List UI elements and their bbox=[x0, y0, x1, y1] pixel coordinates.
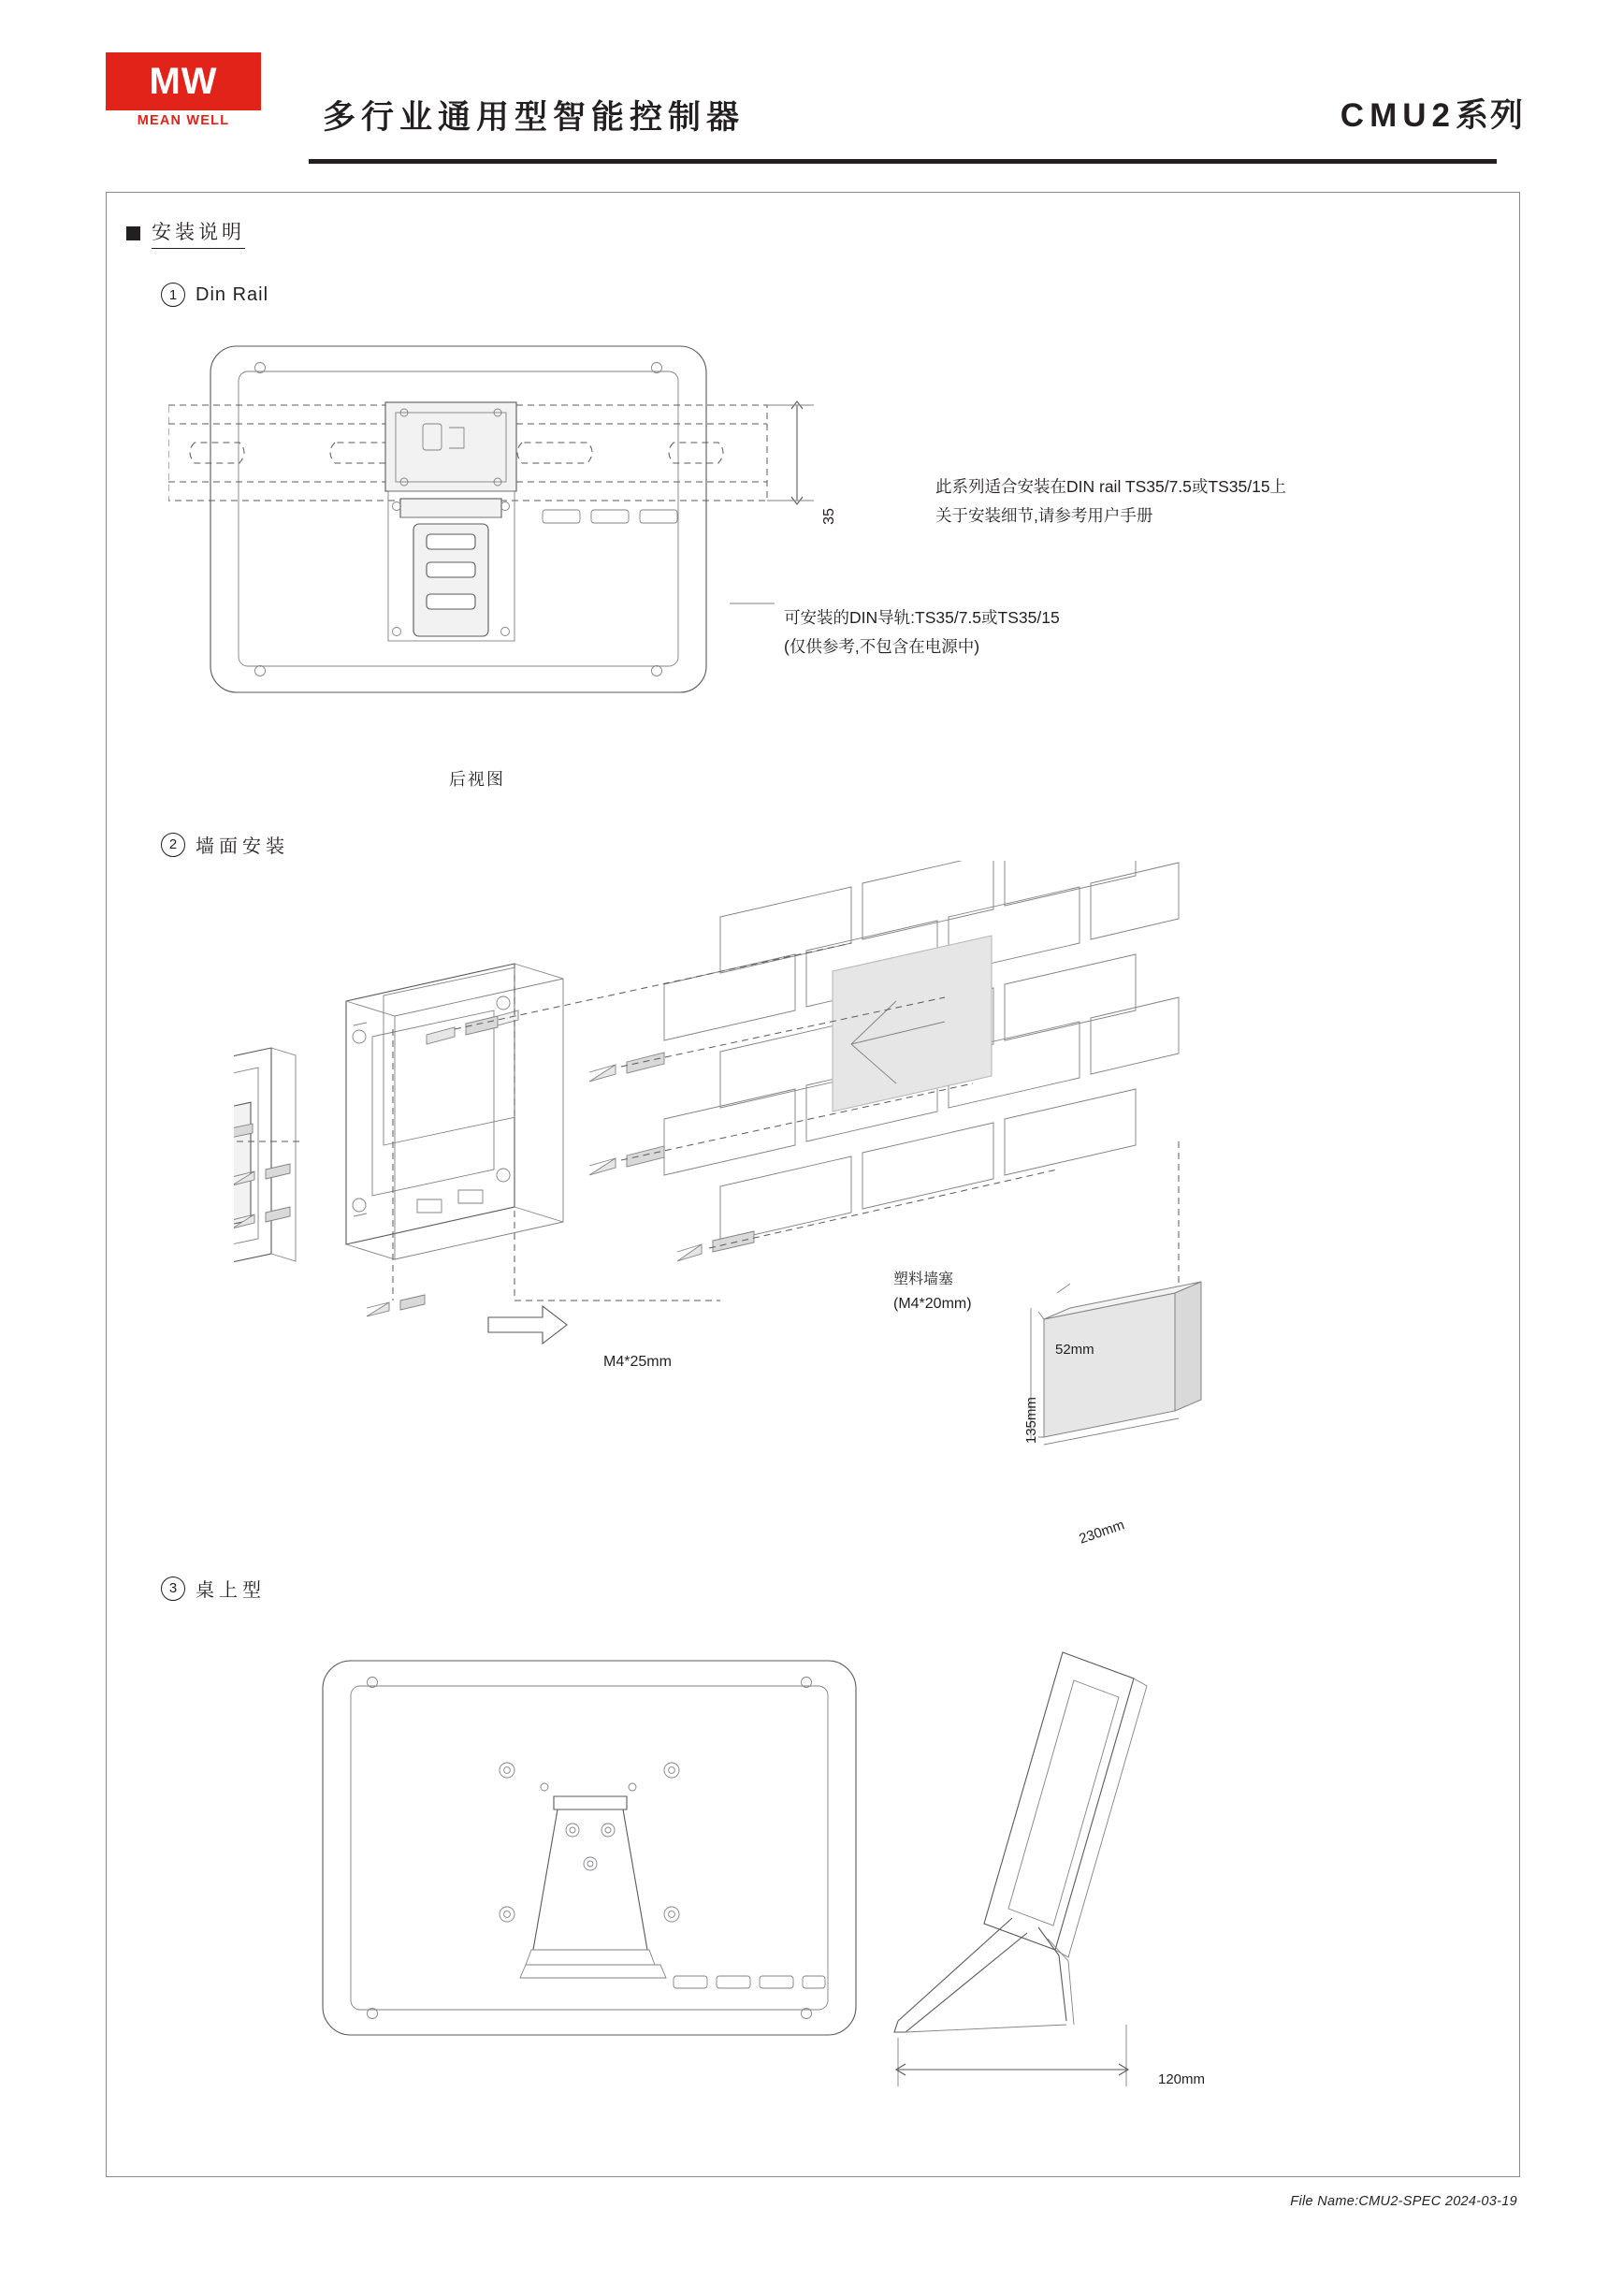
section-heading-label: 安装说明 bbox=[152, 217, 245, 249]
series-title bbox=[1340, 90, 1525, 137]
series-main: CMU2 bbox=[1340, 97, 1456, 134]
desktop-stand-diagram bbox=[299, 1647, 1347, 2133]
footer-filename: File Name:CMU2-SPEC 2024-03-19 bbox=[1290, 2194, 1517, 2209]
wall-plug-label bbox=[893, 1268, 972, 1315]
din-rail-diagram bbox=[168, 323, 935, 744]
din-rail-caption-line2: (仅供参考,不包含在电源中) bbox=[784, 636, 980, 656]
din-rail-note-line2: 关于安装细节,请参考用户手册 bbox=[935, 505, 1153, 525]
step-label-2: 墙面安装 bbox=[196, 836, 289, 857]
din-rail-note-line1: 此系列适合安装在DIN rail TS35/7.5或TS35/15上 bbox=[935, 477, 1287, 496]
dimension-35: 35 bbox=[820, 508, 837, 525]
meanwell-logo bbox=[106, 52, 261, 131]
page-header bbox=[0, 0, 1623, 173]
screw-label: M4*25mm bbox=[603, 1354, 672, 1370]
logo-wordmark: MEAN WELL bbox=[137, 113, 230, 128]
step-number-1: 1 bbox=[161, 283, 185, 307]
wall-mount-diagram bbox=[234, 861, 1338, 1553]
step-number-2: 2 bbox=[161, 833, 185, 857]
logo-mark bbox=[106, 52, 261, 110]
din-rail-caption bbox=[784, 603, 1060, 661]
dimension-52mm: 52mm bbox=[1055, 1342, 1094, 1358]
dimension-120mm: 120mm bbox=[1158, 2071, 1206, 2087]
step-number-3: 3 bbox=[161, 1577, 185, 1601]
din-rail-note bbox=[935, 472, 1286, 530]
logo-mark-text: MW bbox=[149, 61, 218, 102]
step-label-1: Din Rail bbox=[196, 283, 269, 305]
step-label-3: 桌上型 bbox=[196, 1580, 266, 1601]
dimension-230mm: 230mm bbox=[1077, 1517, 1127, 1548]
din-rail-caption-line1: 可安装的DIN导轨:TS35/7.5或TS35/15 bbox=[784, 608, 1060, 627]
wall-plug-line2: (M4*20mm) bbox=[893, 1295, 972, 1312]
section-heading bbox=[126, 217, 245, 249]
back-view-label: 后视图 bbox=[449, 770, 505, 789]
bullet-square-icon bbox=[126, 226, 140, 240]
list-item-din-rail bbox=[161, 283, 268, 307]
list-item-wall-mount bbox=[161, 831, 289, 858]
list-item-desktop bbox=[161, 1575, 266, 1602]
document-title: 多行业通用型智能控制器 bbox=[323, 99, 746, 136]
series-suffix: 系列 bbox=[1455, 97, 1525, 134]
dimension-135mm: 135mm bbox=[1022, 1397, 1039, 1445]
header-divider bbox=[309, 159, 1497, 164]
wall-plug-line1: 塑料墙塞 bbox=[893, 1272, 954, 1287]
